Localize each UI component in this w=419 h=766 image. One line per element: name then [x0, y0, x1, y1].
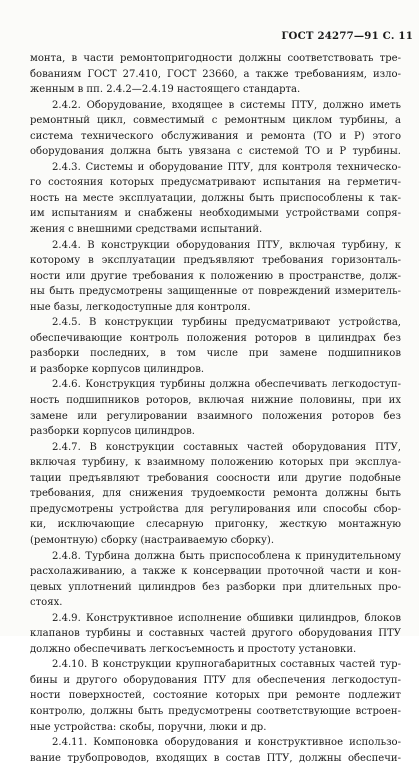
- text-line: стоях.: [30, 597, 63, 609]
- document-body: [30, 51, 401, 766]
- text-line: ремонтный цикл, совместимый с ремонтным циклом турбины, а: [30, 115, 401, 127]
- text-line: ность на месте эксплуатации, должны быть приспособлены к так-: [30, 192, 401, 204]
- text-line: ны быть предусмотрены защищенные от повреждений измеритель-: [30, 286, 401, 298]
- text-line: оборудования должна быть увязана с системой ТО и Р турбины.: [30, 146, 401, 158]
- text-line: 2.4.3. Системы и оборудование ПТУ, для контроля техническо-: [52, 161, 401, 173]
- text-line: 2.4.5. В конструкции турбины предусматривают устройства,: [52, 317, 401, 329]
- text-line: 2.4.4. В конструкции оборудования ПТУ, включая турбину, к: [52, 239, 401, 251]
- text-line: 2.4.10. В конструкции крупногабаритных составных частей тур-: [52, 659, 401, 671]
- text-line: (ремонтную) сборку (настраиваемую сборку).: [30, 534, 275, 546]
- text-line: ность подшипников роторов, включая нижние половины, при их: [30, 395, 401, 407]
- text-line: предусмотрены устройства для регулирования или способы сбор-: [30, 503, 401, 515]
- text-line: 2.4.8. Турбина должна быть приспособлена к принудительному: [52, 550, 401, 562]
- text-line: 2.4.7. В конструкции составных частей оборудования ПТУ,: [52, 441, 401, 453]
- page-header: ГОСТ 24277—91 С. 11: [281, 30, 413, 42]
- text-line: должно обеспечивать легкосъемность и простоту установки.: [30, 643, 357, 655]
- text-line: жения с внешними средствами испытаний.: [30, 224, 263, 236]
- text-line: контролю, должны быть предусмотрены соответствующие встроен-: [30, 705, 401, 717]
- text-line: ки, исключающие слесарную пригонку, жесткую монтажную: [30, 519, 401, 531]
- text-line: монта, в части ремонтопригодности должны соответствовать тре-: [30, 53, 401, 64]
- text-line: 2.4.9. Конструктивное исполнение обшивки цилиндров, блоков: [52, 612, 401, 624]
- text-line: бованиям ГОСТ 27.410, ГОСТ 23660, а также требованиям, изло-: [30, 68, 401, 80]
- text-line: 2.4.2. Оборудование, входящее в системы ПТУ, должно иметь: [52, 99, 401, 111]
- text-line: система технического обслуживания и ремонта (ТО и Р) этого: [30, 130, 401, 142]
- text-line: им испытаниям и снабжены необходимыми устройствами сопря-: [30, 208, 401, 220]
- text-line: бины и другого оборудования ПТУ для обеспечения легкодоступ-: [30, 674, 401, 686]
- text-line: женным в пп. 2.4.2—2.4.19 настоящего стандарта.: [30, 84, 301, 96]
- text-line: требования, для снижения трудоемкости ремонта должны быть: [30, 488, 401, 500]
- text-line: цевых уплотнений цилиндров без разборки при длительных про-: [30, 581, 401, 593]
- text-line: которому в эксплуатации предъявляют требования горизонталь-: [30, 255, 401, 267]
- text-line: замене или регулировании взаимного положения роторов без: [30, 410, 401, 422]
- text-line: клапанов турбины и составных частей другого оборудования ПТУ: [30, 628, 401, 640]
- text-line: го состояния которых предусматривают испытания на герметич-: [30, 177, 401, 189]
- text-line: 2.4.6. Конструкция турбины должна обеспечивать легкодоступ-: [52, 379, 401, 391]
- text-line: тации предъявляют требования соосности или другие подобные: [30, 472, 401, 484]
- text-line: ности или другие требования к положению в пространстве, долж-: [30, 270, 401, 282]
- text-line: ности поверхностей, состояние которых при ремонте подлежит: [30, 690, 401, 702]
- text-line: включая турбину, к взаимному положению которых при эксплуа-: [30, 457, 401, 469]
- text-line: обеспечивающие контроль положения роторов в цилиндрах без: [30, 332, 401, 344]
- text-line: ные базы, легкодоступные для контроля.: [30, 301, 251, 313]
- text-line: и разборке корпусов цилиндров.: [30, 363, 205, 375]
- text-line: разборки последних, в том числе при замене подшипников: [30, 348, 401, 360]
- text-line: расхолаживанию, а также к консервации проточной части и кон-: [30, 566, 401, 578]
- text-line: разборки корпусов цилиндров.: [30, 426, 195, 438]
- text-line: 2.4.11. Компоновка оборудования и конструктивное использо-: [52, 737, 401, 749]
- text-line: ные устройства: скобы, поручни, люки и др.: [30, 721, 267, 733]
- text-line: вание трубопроводов, входящих в состав ПТУ, должны обеспечи-: [30, 752, 401, 764]
